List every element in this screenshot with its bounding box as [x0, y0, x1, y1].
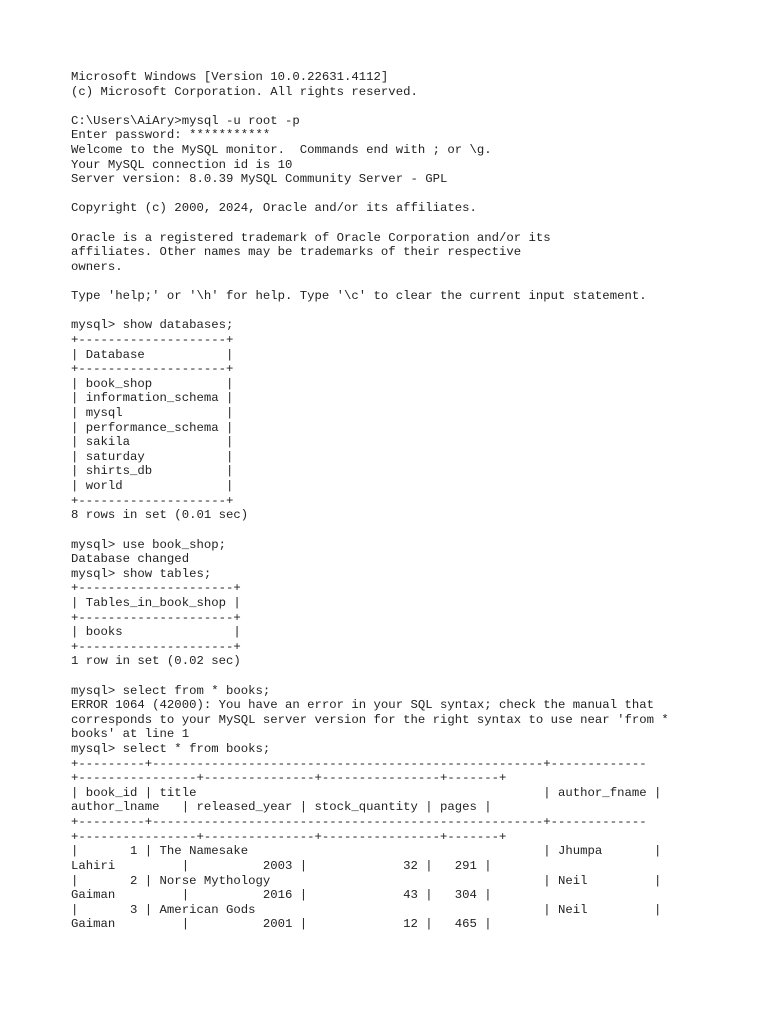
terminal-line: Gaiman | 2016 | 43 | 304 |: [71, 888, 492, 903]
terminal-line: corresponds to your MySQL server version for the right syntax to use near 'from *: [71, 712, 669, 727]
terminal-line: +---------------------+: [71, 639, 241, 654]
terminal-line: [71, 99, 751, 114]
terminal-line: +---------+-----------------------------------------------------+-------------: [71, 756, 647, 771]
terminal-line: 1 row in set (0.02 sec): [71, 654, 241, 669]
terminal-line: | world |: [71, 479, 234, 494]
terminal-line: owners.: [71, 259, 123, 274]
terminal-line: Welcome to the MySQL monitor. Commands end with ; or \g.: [71, 143, 492, 158]
terminal-line: +--------------------+: [71, 332, 234, 347]
terminal-line: | shirts_db |: [71, 464, 234, 479]
terminal-line: Lahiri | 2003 | 32 | 291 |: [71, 858, 492, 873]
terminal-line: mysql> show tables;: [71, 566, 212, 581]
terminal-line: ERROR 1064 (42000): You have an error in your SQL syntax; check the manual that: [71, 698, 654, 713]
terminal-line: [71, 275, 751, 290]
terminal-line: | books |: [71, 625, 241, 640]
terminal-line: | performance_schema |: [71, 420, 234, 435]
terminal-line: Enter password: ***********: [71, 128, 271, 143]
terminal-line: +----------------+---------------+----------------+-------+: [71, 771, 507, 786]
terminal-line: [71, 523, 751, 538]
terminal-line: | book_id | title | author_fname |: [71, 785, 662, 800]
terminal-line: (c) Microsoft Corporation. All rights reserved.: [71, 84, 418, 99]
terminal-line: mysql> show databases;: [71, 318, 234, 333]
terminal-line: | information_schema |: [71, 391, 234, 406]
terminal-line: mysql> select * from books;: [71, 742, 271, 757]
terminal-line: +---------+-----------------------------------------------------+-------------: [71, 815, 647, 830]
terminal-line: [71, 187, 751, 202]
terminal-line: Gaiman | 2001 | 12 | 465 |: [71, 917, 492, 932]
terminal-line: [71, 669, 751, 684]
terminal-output[interactable]: [71, 70, 751, 932]
terminal-line: | mysql |: [71, 406, 234, 421]
terminal-line: +----------------+---------------+----------------+-------+: [71, 829, 507, 844]
terminal-line: | 3 | American Gods | Neil |: [71, 902, 662, 917]
terminal-line: Server version: 8.0.39 MySQL Community Server - GPL: [71, 172, 448, 187]
terminal-line: +--------------------+: [71, 493, 234, 508]
terminal-line: author_lname | released_year | stock_quantity | pages |: [71, 800, 492, 815]
terminal-line: | sakila |: [71, 435, 234, 450]
terminal-line: +---------------------+: [71, 581, 241, 596]
terminal-line: | book_shop |: [71, 376, 234, 391]
terminal-line: [71, 216, 751, 231]
terminal-line: | 2 | Norse Mythology | Neil |: [71, 873, 662, 888]
terminal-line: mysql> use book_shop;: [71, 537, 226, 552]
terminal-line: +---------------------+: [71, 610, 241, 625]
terminal-line: Your MySQL connection id is 10: [71, 157, 293, 172]
terminal-line: Database changed: [71, 552, 190, 567]
terminal-line: Type 'help;' or '\h' for help. Type '\c' to clear the current input statement.: [71, 289, 647, 304]
terminal-line: | Tables_in_book_shop |: [71, 595, 241, 610]
terminal-line: | saturday |: [71, 449, 234, 464]
terminal-line: | 1 | The Namesake | Jhumpa |: [71, 844, 662, 859]
terminal-line: 8 rows in set (0.01 sec): [71, 508, 249, 523]
terminal-line: Copyright (c) 2000, 2024, Oracle and/or its affiliates.: [71, 201, 477, 216]
terminal-line: [71, 304, 751, 319]
terminal-line: books' at line 1: [71, 727, 190, 742]
terminal-line: Oracle is a registered trademark of Oracle Corporation and/or its: [71, 230, 551, 245]
terminal-line: +--------------------+: [71, 362, 234, 377]
terminal-line: mysql> select from * books;: [71, 683, 271, 698]
terminal-line: Microsoft Windows [Version 10.0.22631.4112]: [71, 70, 389, 84]
terminal-line: C:\Users\AiAry>mysql -u root -p: [71, 113, 300, 128]
terminal-line: affiliates. Other names may be trademarks of their respective: [71, 245, 522, 260]
terminal-line: | Database |: [71, 347, 234, 362]
